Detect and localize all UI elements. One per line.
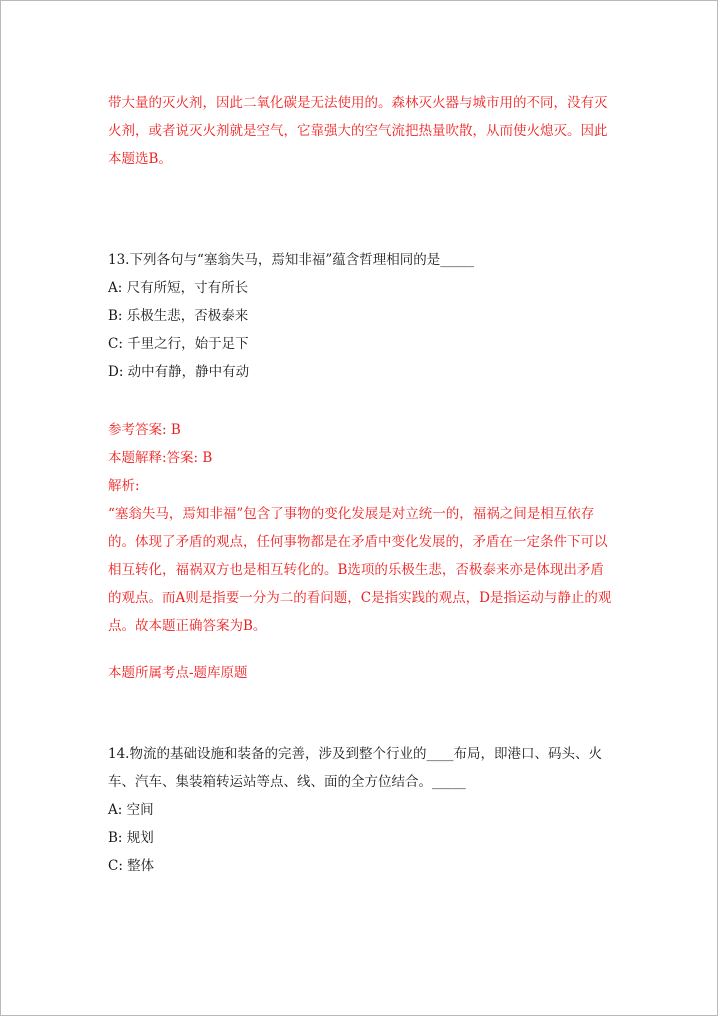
analysis-label: 解析: xyxy=(108,478,140,494)
question-13-option-a: A: 尺有所短，寸有所长 xyxy=(108,280,249,296)
question-13-option-c: C: 千里之行，始于足下 xyxy=(108,336,249,352)
question-14-stem: 14.物流的基础设施和装备的完善，涉及到整个行业的____布局，即港口、码头、火车、汽车、集装箱转运站等点、线、面的全方位结合。_____ xyxy=(108,746,602,790)
reference-answer: 参考答案: B xyxy=(108,422,181,438)
question-13-option-b: B: 乐极生悲，否极泰来 xyxy=(108,308,249,324)
question-14-option-c: C: 整体 xyxy=(108,858,155,874)
explanation-answer: 本题解释:答案: B xyxy=(108,450,213,466)
question-14-option-a: A: 空间 xyxy=(108,802,154,818)
question-13-option-d: D: 动中有静，静中有动 xyxy=(108,364,250,380)
page-content xyxy=(108,89,613,880)
question-13-stem: 13.下列各句与“塞翁失马，焉知非福”蕴含哲理相同的是_____ xyxy=(108,252,475,268)
question-14 xyxy=(108,740,613,880)
question-13 xyxy=(108,246,613,687)
previous-question-explanation: 带大量的灭火剂，因此二氧化碳是无法使用的。森林灭火器与城市用的不同，没有灭火剂，或者说灭火剂就是空气，它靠强大的空气流把热量吹散，从而使火熄灭。因此本题选B。 xyxy=(108,95,608,167)
topic-label: 本题所属考点-题库原题 xyxy=(108,665,248,681)
analysis-text: “塞翁失马，焉知非福”包含了事物的变化发展是对立统一的，福祸之间是相互依存的。体现了矛盾的观点，任何事物都是在矛盾中变化发展的，矛盾在一定条件下可以相互转化，福祸双方也是相互转化的。B选项的乐极生悲，否极泰来亦是体现出矛盾的观点。而A则是指要一分为二的看问题，C是指实践的观点，D是指运动与静止的观点。故本题正确答案为B。 xyxy=(108,506,612,634)
question-14-option-b: B: 规划 xyxy=(108,830,154,846)
